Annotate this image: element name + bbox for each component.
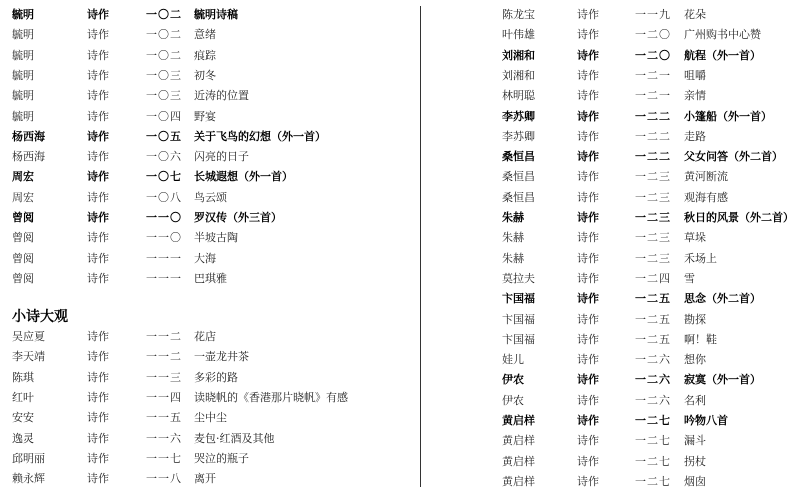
- entry-title: 啊！鞋: [684, 332, 717, 346]
- entry-genre: 诗作: [87, 431, 109, 445]
- entry-author: 曾阅: [12, 271, 34, 285]
- entry-title: 尘中尘: [194, 411, 227, 425]
- entry-genre: 诗作: [577, 68, 599, 82]
- entry-genre: 诗作: [87, 251, 109, 265]
- entry-genre: 诗作: [87, 231, 109, 245]
- column-divider: [420, 6, 421, 487]
- entry-author: 桑恒昌: [502, 170, 535, 184]
- entry-author: 卞国福: [502, 292, 535, 306]
- entry-author: 安安: [12, 411, 34, 425]
- entry-title: 关于飞鸟的幻想（外一首）: [194, 129, 326, 143]
- entry-author: 朱赫: [502, 211, 524, 224]
- entry-title: 近涛的位置: [194, 89, 249, 103]
- entry-author: 逸灵: [12, 431, 34, 445]
- entry-genre: 诗作: [577, 190, 599, 204]
- entry-page-number: 一一二: [146, 330, 182, 343]
- entry-author: 娃儿: [502, 353, 524, 367]
- entry-author: 李苏卿: [502, 129, 535, 143]
- entry-title: 拐杖: [684, 454, 706, 468]
- entry-genre: 诗作: [87, 390, 109, 404]
- entry-author: 伊农: [502, 373, 524, 387]
- entry-page-number: 一二二: [635, 109, 671, 123]
- entry-author: 莫拉夫: [502, 271, 535, 285]
- entry-author: 卞国福: [502, 312, 535, 326]
- entry-title: 一壶龙井茶: [194, 350, 249, 364]
- entry-page-number: 一二七: [635, 454, 671, 468]
- entry-genre: 诗作: [577, 373, 599, 387]
- entry-title: 野宴: [194, 109, 216, 123]
- entry-page-number: 一一五: [146, 411, 182, 425]
- entry-page-number: 一二七: [635, 414, 671, 427]
- entry-title: 花朵: [684, 8, 706, 21]
- entry-page-number: 一二一: [635, 68, 671, 82]
- entry-page-number: 一二五: [635, 292, 671, 306]
- entry-title: 长城遐想（外一首）: [194, 170, 293, 184]
- entry-author: 卞国福: [502, 332, 535, 346]
- entry-genre: 诗作: [577, 8, 599, 21]
- entry-genre: 诗作: [577, 434, 599, 448]
- entry-title: 痕踪: [194, 48, 216, 62]
- entry-page-number: 一二三: [635, 170, 671, 184]
- entry-author: 红叶: [12, 390, 34, 404]
- entry-author: 黄启样: [502, 434, 535, 448]
- entry-title: 麦包·红酒及其他: [194, 431, 275, 445]
- entry-title: 观海有感: [684, 190, 728, 204]
- entry-page-number: 一二六: [635, 353, 671, 367]
- entry-author: 朱赫: [502, 251, 524, 265]
- entry-page-number: 一〇七: [146, 170, 182, 184]
- entry-title: 读晓帆的《香港那片晓帆》有感: [194, 390, 348, 404]
- entry-title: 名利: [684, 393, 706, 407]
- entry-page-number: 一一七: [146, 451, 182, 465]
- entry-genre: 诗作: [577, 393, 599, 407]
- entry-page-number: 一一一: [146, 251, 182, 265]
- entry-title: 航程（外一首）: [684, 48, 761, 62]
- entry-genre: 诗作: [577, 129, 599, 143]
- entry-genre: 诗作: [87, 271, 109, 285]
- entry-title: 多彩的路: [194, 370, 238, 384]
- entry-author: 杨西海: [12, 129, 45, 143]
- entry-title: 寂寞（外一首）: [684, 373, 761, 387]
- entry-page-number: 一二〇: [635, 48, 671, 62]
- entry-genre: 诗作: [577, 353, 599, 367]
- entry-genre: 诗作: [87, 350, 109, 364]
- entry-genre: 诗作: [87, 28, 109, 42]
- entry-page-number: 一一八: [146, 472, 182, 486]
- entry-title: 毓明诗稿: [194, 8, 238, 21]
- entry-genre: 诗作: [87, 170, 109, 184]
- entry-author: 毓明: [12, 48, 34, 62]
- entry-page-number: 一〇五: [146, 129, 182, 143]
- entry-genre: 诗作: [87, 211, 109, 224]
- entry-author: 桑恒昌: [502, 190, 535, 204]
- entry-page-number: 一二五: [635, 312, 671, 326]
- entry-genre: 诗作: [577, 89, 599, 103]
- entry-author: 周宏: [12, 170, 34, 184]
- entry-page-number: 一二一: [635, 89, 671, 103]
- entry-title: 小篷船（外一首）: [684, 109, 772, 123]
- entry-title: 初冬: [194, 68, 216, 82]
- entry-page-number: 一一六: [146, 431, 182, 445]
- entry-author: 黄启样: [502, 454, 535, 468]
- section-heading: 小诗大观: [12, 309, 68, 325]
- entry-genre: 诗作: [87, 411, 109, 425]
- entry-page-number: 一二五: [635, 332, 671, 346]
- entry-page-number: 一〇八: [146, 190, 182, 204]
- entry-genre: 诗作: [87, 150, 109, 164]
- entry-author: 李苏卿: [502, 109, 535, 123]
- entry-page-number: 一二七: [635, 434, 671, 448]
- entry-title: 鸟云颂: [194, 190, 227, 204]
- entry-genre: 诗作: [577, 474, 599, 488]
- entry-author: 毓明: [12, 109, 34, 123]
- entry-author: 李天靖: [12, 350, 45, 364]
- entry-page-number: 一〇四: [146, 109, 182, 123]
- entry-author: 陈琪: [12, 370, 34, 384]
- entry-genre: 诗作: [87, 89, 109, 103]
- entry-title: 巴琪雅: [194, 271, 227, 285]
- entry-author: 毓明: [12, 8, 34, 21]
- entry-page-number: 一二三: [635, 251, 671, 265]
- entry-title: 草垛: [684, 231, 706, 245]
- entry-genre: 诗作: [577, 109, 599, 123]
- entry-genre: 诗作: [87, 109, 109, 123]
- entry-genre: 诗作: [87, 472, 109, 486]
- entry-page-number: 一二六: [635, 393, 671, 407]
- entry-page-number: 一〇三: [146, 89, 182, 103]
- entry-author: 曾阅: [12, 251, 34, 265]
- entry-page-number: 一二二: [635, 129, 671, 143]
- entry-page-number: 一二三: [635, 231, 671, 245]
- entry-genre: 诗作: [577, 48, 599, 62]
- entry-genre: 诗作: [87, 330, 109, 343]
- entry-genre: 诗作: [87, 8, 109, 21]
- entry-page-number: 一二六: [635, 373, 671, 387]
- entry-page-number: 一二四: [635, 271, 671, 285]
- entry-page-number: 一〇六: [146, 150, 182, 164]
- entry-author: 邱明丽: [12, 451, 45, 465]
- entry-author: 毓明: [12, 68, 34, 82]
- entry-genre: 诗作: [87, 451, 109, 465]
- entry-title: 广州购书中心赞: [684, 28, 761, 42]
- entry-genre: 诗作: [577, 211, 599, 224]
- entry-title: 半坡古陶: [194, 231, 238, 245]
- entry-title: 秋日的风景（外二首）: [684, 211, 794, 224]
- entry-genre: 诗作: [577, 170, 599, 184]
- entry-page-number: 一一一: [146, 271, 182, 285]
- entry-title: 哭泣的瓶子: [194, 451, 249, 465]
- entry-title: 闪亮的日子: [194, 150, 249, 164]
- entry-page-number: 一一二: [146, 350, 182, 364]
- entry-title: 黄河断流: [684, 170, 728, 184]
- entry-title: 大海: [194, 251, 216, 265]
- entry-author: 刘湘和: [502, 48, 535, 62]
- entry-genre: 诗作: [577, 414, 599, 427]
- entry-title: 想你: [684, 353, 706, 367]
- entry-page-number: 一二三: [635, 190, 671, 204]
- entry-author: 毓明: [12, 28, 34, 42]
- entry-title: 走路: [684, 129, 706, 143]
- entry-page-number: 一一〇: [146, 231, 182, 245]
- entry-page-number: 一一〇: [146, 211, 182, 224]
- entry-title: 咀嚼: [684, 68, 706, 82]
- entry-author: 陈龙宝: [502, 8, 535, 21]
- entry-page-number: 一二七: [635, 474, 671, 488]
- entry-genre: 诗作: [577, 150, 599, 164]
- entry-author: 毓明: [12, 89, 34, 103]
- entry-author: 曾阅: [12, 211, 34, 224]
- entry-author: 刘湘和: [502, 68, 535, 82]
- entry-title: 吟物八首: [684, 414, 728, 427]
- entry-genre: 诗作: [577, 332, 599, 346]
- entry-author: 杨西海: [12, 150, 45, 164]
- entry-page-number: 一二三: [635, 211, 671, 224]
- entry-genre: 诗作: [577, 28, 599, 42]
- entry-page-number: 一二〇: [635, 28, 671, 42]
- entry-author: 桑恒昌: [502, 150, 535, 164]
- entry-page-number: 一〇二: [146, 28, 182, 42]
- entry-page-number: 一二二: [635, 150, 671, 164]
- entry-author: 黄启样: [502, 474, 535, 488]
- entry-title: 亲情: [684, 89, 706, 103]
- entry-page-number: 一〇三: [146, 68, 182, 82]
- entry-genre: 诗作: [577, 271, 599, 285]
- entry-genre: 诗作: [577, 251, 599, 265]
- entry-genre: 诗作: [87, 190, 109, 204]
- entry-genre: 诗作: [87, 68, 109, 82]
- entry-genre: 诗作: [577, 454, 599, 468]
- entry-title: 禾场上: [684, 251, 717, 265]
- entry-genre: 诗作: [87, 129, 109, 143]
- entry-author: 林明聪: [502, 89, 535, 103]
- entry-title: 意绪: [194, 28, 216, 42]
- entry-title: 烟囱: [684, 474, 706, 488]
- entry-genre: 诗作: [577, 231, 599, 245]
- entry-genre: 诗作: [87, 48, 109, 62]
- entry-author: 黄启样: [502, 414, 535, 427]
- entry-page-number: 一一四: [146, 390, 182, 404]
- entry-title: 花店: [194, 330, 216, 343]
- entry-title: 思念（外二首）: [684, 292, 761, 306]
- entry-title: 雪: [684, 271, 695, 285]
- entry-genre: 诗作: [577, 312, 599, 326]
- entry-author: 赖永辉: [12, 472, 45, 486]
- entry-author: 周宏: [12, 190, 34, 204]
- entry-page-number: 一〇二: [146, 48, 182, 62]
- entry-page-number: 一一三: [146, 370, 182, 384]
- entry-author: 朱赫: [502, 231, 524, 245]
- entry-title: 漏斗: [684, 434, 706, 448]
- entry-title: 父女问答（外二首）: [684, 150, 783, 164]
- entry-author: 叶伟雄: [502, 28, 535, 42]
- entry-title: 勘探: [684, 312, 706, 326]
- entry-genre: 诗作: [87, 370, 109, 384]
- entry-author: 吴应夏: [12, 330, 45, 343]
- entry-title: 离开: [194, 472, 216, 486]
- entry-author: 曾阅: [12, 231, 34, 245]
- entry-author: 伊农: [502, 393, 524, 407]
- entry-page-number: 一一九: [635, 8, 671, 21]
- entry-page-number: 一〇二: [146, 8, 182, 21]
- entry-title: 罗汉传（外三首）: [194, 211, 282, 224]
- entry-genre: 诗作: [577, 292, 599, 306]
